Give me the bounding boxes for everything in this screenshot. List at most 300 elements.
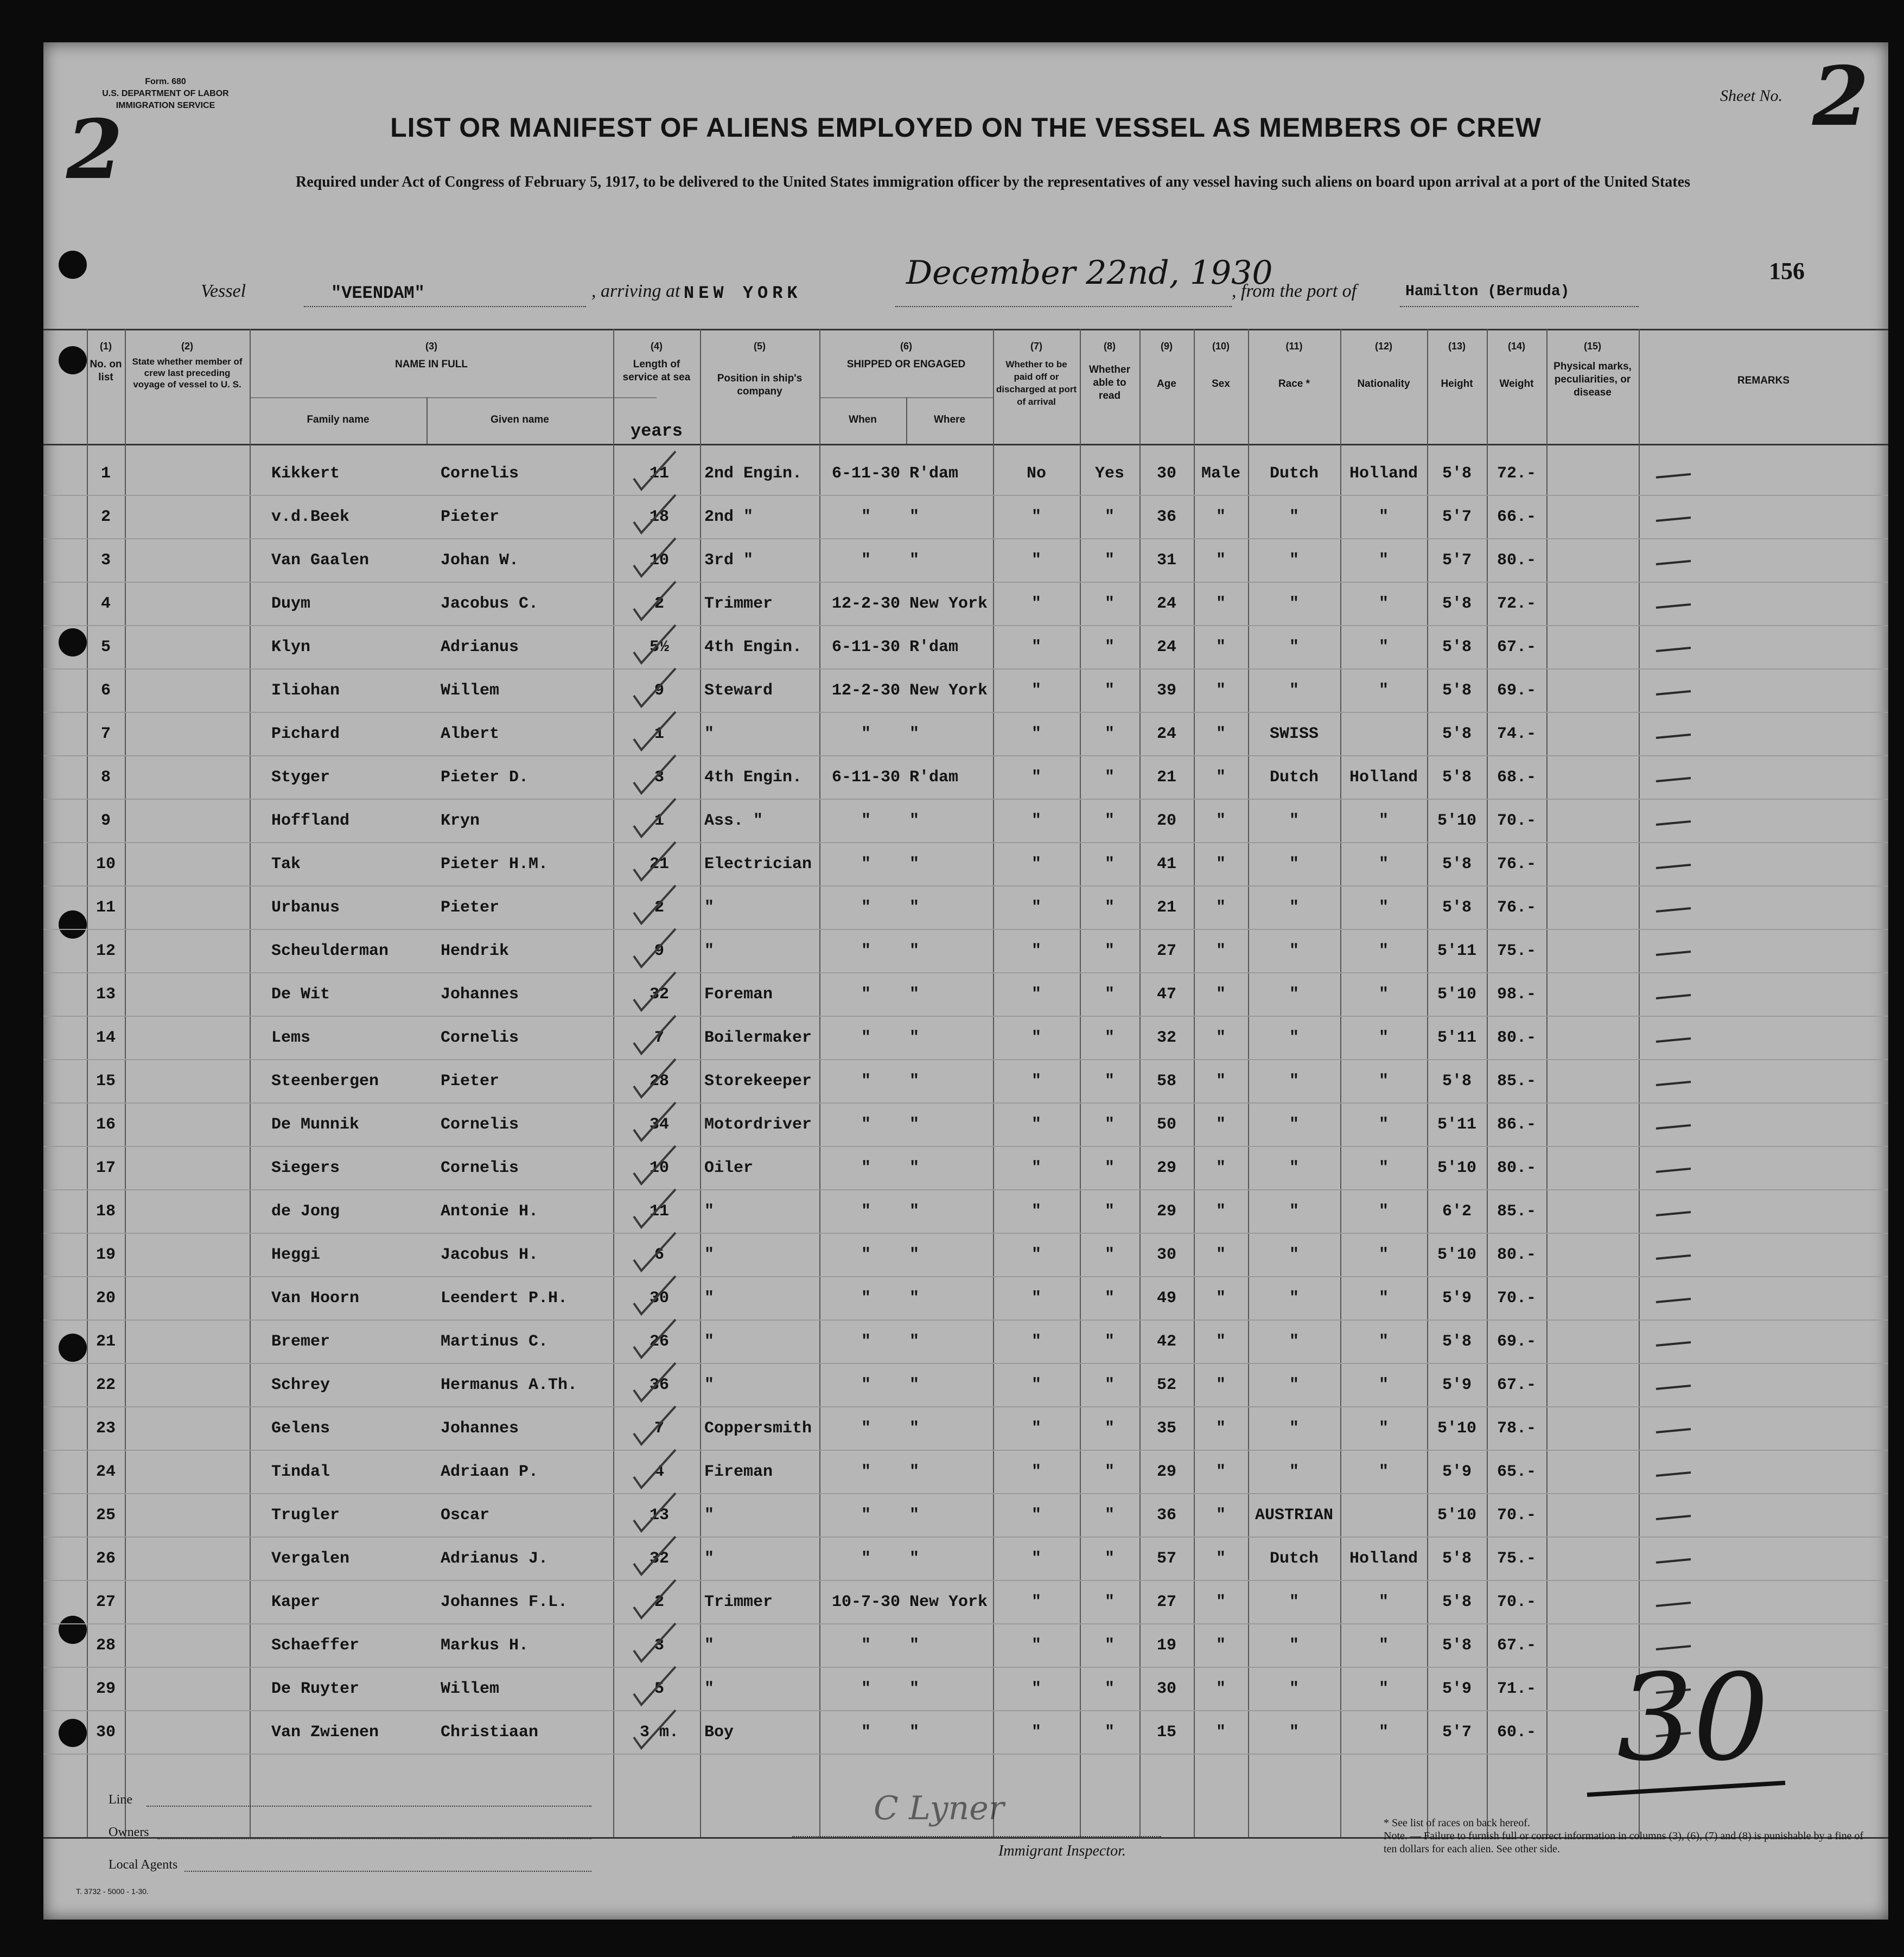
inspector-label: Immigrant Inspector.	[998, 1843, 1126, 1859]
check-mark-icon	[629, 663, 678, 712]
cell-family-name: Schaeffer	[271, 1636, 360, 1655]
cell-nationality: "	[1378, 855, 1389, 874]
cell-position: Fireman	[704, 1463, 773, 1481]
cell-family-name: Vergalen	[271, 1550, 350, 1568]
cell-list-number: 29	[95, 1680, 116, 1698]
cell-paid-off: "	[1031, 508, 1041, 526]
cell-position: "	[704, 1202, 715, 1221]
col-height-header: Height	[1441, 378, 1473, 390]
cell-age: 49	[1156, 1289, 1176, 1308]
cell-list-number: 14	[95, 1029, 116, 1047]
cell-nationality: "	[1378, 551, 1389, 570]
table-row	[43, 495, 1888, 539]
cell-list-number: 22	[95, 1376, 116, 1394]
table-row	[43, 929, 1888, 973]
cell-position: "	[704, 725, 715, 743]
cell-height: 5'8	[1442, 1333, 1472, 1351]
cell-shipped-where: "	[909, 1463, 920, 1481]
cell-position: "	[704, 942, 715, 960]
cell-list-number: 27	[95, 1593, 116, 1611]
cell-age: 50	[1156, 1115, 1176, 1134]
cell-paid-off: "	[1031, 985, 1041, 1004]
check-mark-icon	[629, 533, 678, 582]
table-row	[43, 1233, 1888, 1277]
cell-age: 41	[1156, 855, 1176, 874]
cell-nationality: "	[1378, 681, 1389, 700]
col-10-number: (10)	[1212, 341, 1230, 352]
cell-age: 58	[1156, 1072, 1176, 1091]
cell-nationality: "	[1378, 1376, 1389, 1394]
cell-able-to-read: "	[1104, 812, 1115, 830]
vessel-underline	[304, 306, 586, 307]
col-physical-marks-header: Physical marks, peculiarities, or disease	[1553, 361, 1632, 398]
cell-height: 5'8	[1442, 725, 1472, 743]
cell-race: "	[1289, 898, 1299, 917]
cell-nationality: "	[1378, 1463, 1389, 1481]
cell-race: "	[1289, 681, 1299, 700]
cell-height: 5'9	[1442, 1463, 1472, 1481]
cell-position: Coppersmith	[704, 1419, 812, 1438]
col-read-header: Whether able to read	[1089, 364, 1130, 401]
cell-age: 21	[1156, 768, 1176, 787]
cell-height: 5'11	[1437, 1115, 1476, 1134]
check-mark-icon	[629, 837, 678, 885]
cell-age: 36	[1156, 508, 1176, 526]
from-label: , from the port of	[1232, 281, 1357, 301]
cell-list-number: 4	[100, 595, 111, 613]
pencil-dash-icon	[1655, 473, 1693, 479]
cell-position: "	[704, 1333, 715, 1351]
cell-family-name: Klyn	[271, 638, 311, 656]
cell-height: 5'9	[1442, 1680, 1472, 1698]
cell-paid-off: "	[1031, 1680, 1041, 1698]
cell-given-name: Cornelis	[441, 1115, 519, 1134]
cell-service-years: 32	[649, 1550, 669, 1568]
cell-age: 31	[1156, 551, 1176, 570]
cell-family-name: Trugler	[271, 1506, 340, 1525]
cell-age: 36	[1156, 1506, 1176, 1525]
table-row	[43, 1623, 1888, 1668]
cell-sex: "	[1215, 768, 1226, 787]
cell-nationality: "	[1378, 985, 1389, 1004]
cell-shipped-when: "	[861, 855, 871, 874]
cell-age: 29	[1156, 1463, 1176, 1481]
cell-given-name: Antonie H.	[441, 1202, 539, 1221]
cell-list-number: 2	[100, 508, 111, 526]
cell-list-number: 23	[95, 1419, 116, 1438]
cell-given-name: Hermanus A.Th.	[441, 1376, 578, 1394]
cell-paid-off: "	[1031, 595, 1041, 613]
cell-given-name: Adriaan P.	[441, 1463, 539, 1481]
cell-family-name: Scheulderman	[271, 942, 389, 960]
check-mark-icon	[629, 967, 678, 1016]
cell-shipped-when: "	[861, 1333, 871, 1351]
cell-service-years: 3 m.	[639, 1723, 679, 1742]
cell-shipped-when: "	[861, 1029, 871, 1047]
pencil-dash-icon	[1655, 1298, 1693, 1303]
cell-family-name: Iliohan	[271, 681, 340, 700]
pencil-dash-icon	[1655, 907, 1693, 913]
cell-race: "	[1289, 551, 1299, 570]
cell-shipped-where: "	[909, 812, 920, 830]
table-row	[43, 1016, 1888, 1060]
cell-family-name: Schrey	[271, 1376, 330, 1394]
departure-port: Hamilton (Bermuda)	[1405, 283, 1570, 300]
cell-position: Foreman	[704, 985, 773, 1004]
cell-given-name: Johannes	[441, 1419, 519, 1438]
cell-sex: "	[1215, 1723, 1226, 1742]
cell-given-name: Pieter	[441, 508, 500, 526]
table-row	[43, 1580, 1888, 1624]
cell-list-number: 3	[100, 551, 111, 570]
cell-height: 5'9	[1442, 1376, 1472, 1394]
cell-height: 5'10	[1437, 812, 1476, 830]
pencil-dash-icon	[1655, 1081, 1693, 1086]
vessel-name: "VEENDAM"	[331, 283, 425, 303]
table-row	[43, 625, 1888, 670]
cell-shipped-where: "	[909, 1072, 920, 1091]
cell-height: 6'2	[1442, 1202, 1472, 1221]
cell-shipped-when: "	[861, 1072, 871, 1091]
cell-service-years: 1	[654, 812, 664, 830]
cell-shipped-where: "	[909, 1550, 920, 1568]
cell-position: 2nd "	[704, 508, 754, 526]
cell-able-to-read: "	[1104, 1419, 1115, 1438]
cell-given-name: Adrianus	[441, 638, 519, 656]
pencil-dash-icon	[1655, 1385, 1693, 1390]
col-shipped-header: SHIPPED OR ENGAGED	[846, 359, 966, 370]
cell-given-name: Cornelis	[441, 1029, 519, 1047]
cell-shipped-where: R'dam	[909, 768, 959, 787]
cell-service-years: 21	[649, 855, 669, 874]
check-mark-icon	[629, 1314, 678, 1363]
check-mark-icon	[629, 1184, 678, 1233]
cell-age: 19	[1156, 1636, 1176, 1655]
cell-race: "	[1289, 1593, 1299, 1611]
cell-height: 5'9	[1442, 1289, 1472, 1308]
cell-able-to-read: "	[1104, 1463, 1115, 1481]
cell-paid-off: "	[1031, 725, 1041, 743]
cell-family-name: de Jong	[271, 1202, 340, 1221]
binder-hole	[59, 251, 87, 279]
pencil-dash-icon	[1655, 517, 1693, 522]
table-row	[43, 538, 1888, 583]
cell-age: 20	[1156, 812, 1176, 830]
port-underline	[1400, 306, 1639, 307]
table-row	[43, 1710, 1888, 1755]
page-number: 156	[1769, 258, 1805, 284]
cell-paid-off: "	[1031, 1419, 1041, 1438]
cell-shipped-when: "	[861, 1463, 871, 1481]
pencil-dash-icon	[1655, 647, 1693, 652]
cell-family-name: Urbanus	[271, 898, 340, 917]
cell-age: 21	[1156, 898, 1176, 917]
pencil-dash-icon	[1655, 603, 1693, 609]
cell-list-number: 25	[95, 1506, 116, 1525]
cell-able-to-read: "	[1104, 1593, 1115, 1611]
form-number: Form. 680	[145, 77, 186, 86]
cell-weight: 66.-	[1497, 508, 1536, 526]
table-row	[43, 582, 1888, 626]
cell-family-name: Tak	[271, 855, 301, 874]
cell-shipped-where: "	[909, 1115, 920, 1134]
table-row	[43, 885, 1888, 930]
check-mark-icon	[629, 1488, 678, 1537]
cell-family-name: v.d.Beek	[271, 508, 350, 526]
cell-position: 2nd Engin.	[704, 464, 803, 483]
cell-shipped-when: "	[861, 1376, 871, 1394]
cell-list-number: 15	[95, 1072, 116, 1091]
cell-able-to-read: "	[1104, 985, 1115, 1004]
cell-nationality: "	[1378, 1115, 1389, 1134]
cell-shipped-when: "	[861, 1115, 871, 1134]
cell-able-to-read: "	[1104, 1550, 1115, 1568]
cell-paid-off: "	[1031, 1376, 1041, 1394]
col-12-number: (12)	[1374, 341, 1392, 352]
cell-given-name: Leendert P.H.	[441, 1289, 568, 1308]
cell-given-name: Cornelis	[441, 1159, 519, 1177]
cell-weight: 69.-	[1497, 1333, 1536, 1351]
check-mark-icon	[629, 1010, 678, 1059]
cell-paid-off: "	[1031, 1029, 1041, 1047]
check-mark-icon	[629, 923, 678, 972]
cell-age: 24	[1156, 725, 1176, 743]
cell-race: AUSTRIAN	[1255, 1506, 1334, 1525]
cell-race: "	[1289, 1376, 1299, 1394]
cell-sex: "	[1215, 1463, 1226, 1481]
cell-position: 3rd "	[704, 551, 754, 570]
cell-shipped-where: "	[909, 725, 920, 743]
cell-family-name: De Munnik	[271, 1115, 360, 1134]
cell-list-number: 18	[95, 1202, 116, 1221]
table-row	[43, 755, 1888, 800]
cell-shipped-where: "	[909, 1419, 920, 1438]
cell-paid-off: "	[1031, 1289, 1041, 1308]
cell-position: Boilermaker	[704, 1029, 812, 1047]
cell-nationality: "	[1378, 1333, 1389, 1351]
check-mark-icon	[629, 1401, 678, 1450]
cell-paid-off: No	[1026, 464, 1046, 483]
check-mark-icon	[629, 793, 678, 842]
cell-race: "	[1289, 1636, 1299, 1655]
cell-nationality: "	[1378, 812, 1389, 830]
pencil-dash-icon	[1655, 1471, 1693, 1477]
cell-given-name: Pieter	[441, 898, 500, 917]
cell-age: 57	[1156, 1550, 1176, 1568]
check-mark-icon	[629, 1574, 678, 1623]
cell-paid-off: "	[1031, 1246, 1041, 1264]
col-2-number: (2)	[181, 341, 193, 352]
cell-service-years: 1	[654, 725, 664, 743]
cell-shipped-when: 6-11-30	[831, 768, 901, 787]
pencil-dash-icon	[1655, 1515, 1693, 1520]
col-15-number: (15)	[1583, 341, 1601, 352]
cell-position: 4th Engin.	[704, 638, 803, 656]
pencil-dash-icon	[1655, 690, 1693, 696]
cell-sex: "	[1215, 1289, 1226, 1308]
cell-weight: 76.-	[1497, 898, 1536, 917]
sheet-label: Sheet No.	[1720, 87, 1782, 105]
cell-paid-off: "	[1031, 1463, 1041, 1481]
footer-line-field	[147, 1806, 591, 1807]
cell-shipped-where: "	[909, 1202, 920, 1221]
cell-weight: 68.-	[1497, 768, 1536, 787]
cell-shipped-when: "	[861, 1636, 871, 1655]
table-row	[43, 1537, 1888, 1581]
cell-position: "	[704, 898, 715, 917]
cell-shipped-where: "	[909, 1289, 920, 1308]
page-subtitle: Required under Act of Congress of February 5, 1917, to be delivered to the United States immigration officer by the representatives of any vessel having such aliens on board upon arrival at a port of the United States	[296, 174, 1690, 190]
cell-position: Electrician	[704, 855, 812, 874]
cell-age: 27	[1156, 1593, 1176, 1611]
cell-position: Steward	[704, 681, 773, 700]
table-row	[43, 451, 1888, 496]
cell-weight: 65.-	[1497, 1463, 1536, 1481]
cell-given-name: Willem	[441, 1680, 500, 1698]
cell-paid-off: "	[1031, 638, 1041, 656]
cell-family-name: Lems	[271, 1029, 311, 1047]
col-list-number-header: No. on list	[90, 359, 122, 383]
cell-position: "	[704, 1246, 715, 1264]
cell-list-number: 1	[100, 464, 111, 483]
cell-shipped-when: 6-11-30	[831, 464, 901, 483]
name-header-rule	[250, 397, 657, 398]
cell-race: SWISS	[1269, 725, 1319, 743]
cell-able-to-read: "	[1104, 638, 1115, 656]
table-row	[43, 1059, 1888, 1104]
cell-given-name: Willem	[441, 681, 500, 700]
cell-height: 5'8	[1442, 855, 1472, 874]
cell-nationality: "	[1378, 1636, 1389, 1655]
cell-service-years: 4	[654, 1463, 664, 1481]
cell-weight: 98.-	[1497, 985, 1536, 1004]
cell-family-name: Styger	[271, 768, 330, 787]
cell-given-name: Christiaan	[441, 1723, 539, 1742]
cell-weight: 80.-	[1497, 1159, 1536, 1177]
col-8-number: (8)	[1104, 341, 1116, 352]
col-race-header: Race *	[1278, 378, 1310, 390]
cell-sex: "	[1215, 508, 1226, 526]
check-mark-icon	[629, 489, 678, 538]
cell-service-years: 13	[649, 1506, 669, 1525]
check-mark-icon	[629, 620, 678, 668]
cell-family-name: Kaper	[271, 1593, 321, 1611]
cell-shipped-where: "	[909, 1159, 920, 1177]
col-service-unit: years	[630, 421, 683, 441]
cell-sex: "	[1215, 1115, 1226, 1134]
col-name-header: NAME IN FULL	[394, 359, 468, 370]
cell-able-to-read: Yes	[1094, 464, 1124, 483]
cell-nationality: "	[1378, 1419, 1389, 1438]
cell-race: Dutch	[1269, 768, 1319, 787]
cell-shipped-when: "	[861, 1723, 871, 1742]
cell-shipped-when: "	[861, 725, 871, 743]
cell-nationality: "	[1378, 1029, 1389, 1047]
cell-family-name: Van Gaalen	[271, 551, 370, 570]
col-weight-header: Weight	[1499, 378, 1534, 390]
cell-weight: 67.-	[1497, 1636, 1536, 1655]
cell-position: "	[704, 1506, 715, 1525]
pencil-dash-icon	[1655, 1558, 1693, 1564]
cell-race: "	[1289, 1680, 1299, 1698]
cell-weight: 86.-	[1497, 1115, 1536, 1134]
cell-shipped-when: "	[861, 508, 871, 526]
table-row	[43, 842, 1888, 887]
arrival-date: December 22nd, 1930	[906, 254, 1273, 292]
cell-service-years: 26	[649, 1333, 669, 1351]
cell-shipped-when: "	[861, 812, 871, 830]
check-mark-icon	[629, 1271, 678, 1319]
cell-shipped-where: New York	[909, 595, 988, 613]
cell-sex: "	[1215, 942, 1226, 960]
cell-height: 5'7	[1442, 1723, 1472, 1742]
pencil-dash-icon	[1655, 777, 1693, 782]
col-13-number: (13)	[1448, 341, 1466, 352]
cell-shipped-when: 12-2-30	[831, 595, 901, 613]
cell-sex: Male	[1201, 464, 1240, 483]
cell-shipped-where: R'dam	[909, 638, 959, 656]
cell-height: 5'10	[1437, 1506, 1476, 1525]
cell-height: 5'8	[1442, 681, 1472, 700]
pencil-dash-icon	[1655, 951, 1693, 956]
footer-agents-field	[184, 1871, 591, 1872]
cell-list-number: 7	[100, 725, 111, 743]
cell-height: 5'10	[1437, 1419, 1476, 1438]
cell-age: 52	[1156, 1376, 1176, 1394]
cell-able-to-read: "	[1104, 898, 1115, 917]
cell-list-number: 28	[95, 1636, 116, 1655]
col-previous-voyage-header: State whether member of crew last preceding voyage of vessel to U. S.	[132, 356, 243, 390]
cell-age: 29	[1156, 1159, 1176, 1177]
cell-family-name: Bremer	[271, 1333, 330, 1351]
cell-service-years: 6	[654, 1246, 664, 1264]
cell-height: 5'10	[1437, 1159, 1476, 1177]
cell-list-number: 21	[95, 1333, 116, 1351]
cell-shipped-where: New York	[909, 1593, 988, 1611]
cell-nationality: Holland	[1349, 464, 1418, 483]
pencil-dash-icon	[1655, 1254, 1693, 1260]
cell-list-number: 12	[95, 942, 116, 960]
cell-height: 5'10	[1437, 985, 1476, 1004]
cell-able-to-read: "	[1104, 1680, 1115, 1698]
footer-agents-label: Local Agents	[109, 1858, 178, 1872]
cell-race: "	[1289, 1463, 1299, 1481]
cell-weight: 70.-	[1497, 1289, 1536, 1308]
cell-given-name: Hendrik	[441, 942, 510, 960]
cell-given-name: Kryn	[441, 812, 480, 830]
cell-shipped-when: "	[861, 1246, 871, 1264]
cell-nationality: "	[1378, 1680, 1389, 1698]
total-underline	[1584, 1778, 1791, 1800]
col-service-length-header: Length of service at sea	[622, 359, 691, 383]
cell-race: "	[1289, 1159, 1299, 1177]
cell-position: Trimmer	[704, 595, 773, 613]
cell-paid-off: "	[1031, 898, 1041, 917]
cell-shipped-when: "	[861, 942, 871, 960]
check-mark-icon	[629, 1097, 678, 1146]
cell-sex: "	[1215, 1072, 1226, 1091]
footer-owners-field	[157, 1838, 591, 1839]
cell-height: 5'8	[1442, 768, 1472, 787]
cell-shipped-where: "	[909, 942, 920, 960]
cell-age: 47	[1156, 985, 1176, 1004]
footer-owners-label: Owners	[109, 1825, 149, 1839]
cell-race: "	[1289, 1419, 1299, 1438]
cell-family-name: Heggi	[271, 1246, 321, 1264]
cell-nationality: "	[1378, 898, 1389, 917]
cell-position: Storekeeper	[704, 1072, 812, 1091]
cell-given-name: Oscar	[441, 1506, 490, 1525]
